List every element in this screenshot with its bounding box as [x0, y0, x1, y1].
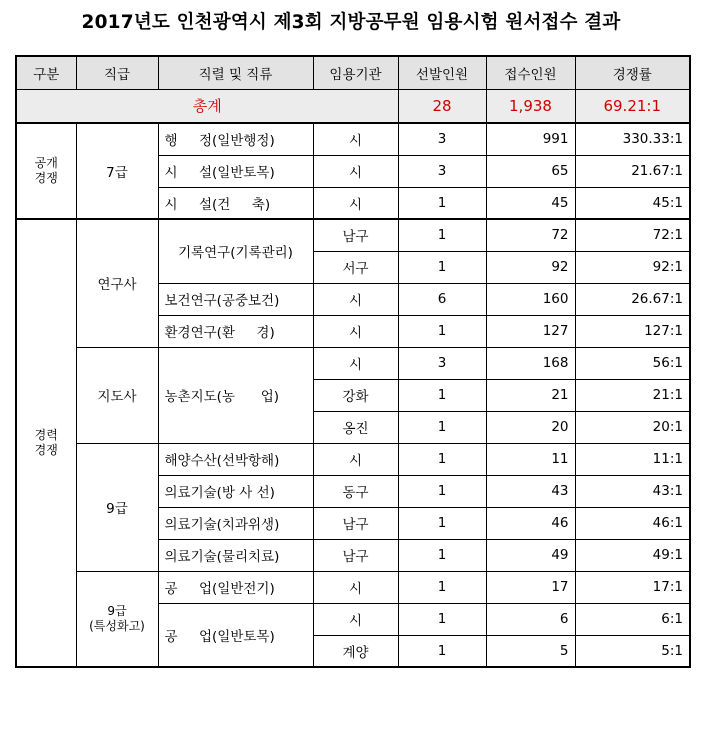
ratio-cell: 56:1	[575, 347, 690, 379]
table-row	[16, 443, 690, 475]
grade-9-special-line1: 9급	[107, 603, 127, 618]
grade-guidance: 지도사	[76, 347, 158, 443]
selected-cell: 1	[398, 603, 486, 635]
grade-9-special-line2: (특성화고)	[89, 618, 145, 633]
agency-cell: 계양	[313, 635, 398, 667]
applied-cell: 991	[486, 123, 575, 155]
selected-cell: 1	[398, 379, 486, 411]
selected-cell: 1	[398, 219, 486, 251]
agency-cell: 시	[313, 315, 398, 347]
applied-cell: 46	[486, 507, 575, 539]
ratio-cell: 92:1	[575, 251, 690, 283]
job-cell: 시 설(일반토목)	[158, 155, 313, 187]
grade-9-special	[76, 571, 158, 667]
agency-cell: 시	[313, 571, 398, 603]
selected-cell: 1	[398, 571, 486, 603]
ratio-cell: 45:1	[575, 187, 690, 219]
applied-cell: 160	[486, 283, 575, 315]
total-ratio: 69.21:1	[575, 89, 690, 123]
ratio-cell: 17:1	[575, 571, 690, 603]
ratio-cell: 72:1	[575, 219, 690, 251]
total-selected: 28	[398, 89, 486, 123]
agency-cell: 옹진	[313, 411, 398, 443]
job-cell: 환경연구(환 경)	[158, 315, 313, 347]
selected-cell: 3	[398, 347, 486, 379]
col-header-applied: 접수인원	[486, 56, 575, 89]
total-applied: 1,938	[486, 89, 575, 123]
group-career-line2: 경쟁	[34, 443, 58, 457]
job-cell: 기록연구(기록관리)	[158, 219, 313, 283]
agency-cell: 서구	[313, 251, 398, 283]
job-cell: 의료기술(치과위생)	[158, 507, 313, 539]
applied-cell: 43	[486, 475, 575, 507]
ratio-cell: 43:1	[575, 475, 690, 507]
ratio-cell: 21.67:1	[575, 155, 690, 187]
grade-7: 7급	[76, 123, 158, 219]
selected-cell: 3	[398, 123, 486, 155]
results-table	[15, 55, 691, 668]
applied-cell: 20	[486, 411, 575, 443]
agency-cell: 남구	[313, 507, 398, 539]
job-cell: 공 업(일반전기)	[158, 571, 313, 603]
applied-cell: 45	[486, 187, 575, 219]
col-header-selected: 선발인원	[398, 56, 486, 89]
agency-cell: 시	[313, 283, 398, 315]
group-open-line1: 공개	[34, 156, 58, 170]
selected-cell: 3	[398, 155, 486, 187]
ratio-cell: 5:1	[575, 635, 690, 667]
ratio-cell: 49:1	[575, 539, 690, 571]
table-row	[16, 571, 690, 603]
applied-cell: 168	[486, 347, 575, 379]
applied-cell: 65	[486, 155, 575, 187]
agency-cell: 강화	[313, 379, 398, 411]
page-title: 2017년도 인천광역시 제3회 지방공무원 임용시험 원서접수 결과	[81, 12, 621, 33]
job-cell: 해양수산(선박항해)	[158, 443, 313, 475]
selected-cell: 6	[398, 283, 486, 315]
job-cell: 농촌지도(농 업)	[158, 347, 313, 443]
ratio-cell: 46:1	[575, 507, 690, 539]
job-cell: 보건연구(공중보건)	[158, 283, 313, 315]
selected-cell: 1	[398, 187, 486, 219]
applied-cell: 21	[486, 379, 575, 411]
ratio-cell: 11:1	[575, 443, 690, 475]
selected-cell: 1	[398, 315, 486, 347]
ratio-cell: 127:1	[575, 315, 690, 347]
grade-9: 9급	[76, 443, 158, 571]
selected-cell: 1	[398, 475, 486, 507]
job-cell: 시 설(건 축)	[158, 187, 313, 219]
agency-cell: 시	[313, 443, 398, 475]
agency-cell: 시	[313, 187, 398, 219]
agency-cell: 시	[313, 155, 398, 187]
col-header-job: 직렬 및 직류	[158, 56, 313, 89]
ratio-cell: 21:1	[575, 379, 690, 411]
applied-cell: 49	[486, 539, 575, 571]
agency-cell: 시	[313, 603, 398, 635]
applied-cell: 11	[486, 443, 575, 475]
applied-cell: 5	[486, 635, 575, 667]
job-cell: 공 업(일반토목)	[158, 603, 313, 667]
job-cell: 의료기술(방 사 선)	[158, 475, 313, 507]
ratio-cell: 20:1	[575, 411, 690, 443]
table-row	[16, 347, 690, 379]
total-row	[16, 89, 690, 123]
col-header-category: 구분	[16, 56, 76, 89]
col-header-agency: 임용기관	[313, 56, 398, 89]
selected-cell: 1	[398, 539, 486, 571]
ratio-cell: 26.67:1	[575, 283, 690, 315]
selected-cell: 1	[398, 507, 486, 539]
job-cell: 의료기술(물리치료)	[158, 539, 313, 571]
group-open-line2: 경쟁	[34, 171, 58, 185]
applied-cell: 127	[486, 315, 575, 347]
ratio-cell: 6:1	[575, 603, 690, 635]
group-open-cell	[16, 123, 76, 219]
agency-cell: 동구	[313, 475, 398, 507]
table-row	[16, 123, 690, 155]
agency-cell: 시	[313, 123, 398, 155]
col-header-grade: 직급	[76, 56, 158, 89]
applied-cell: 72	[486, 219, 575, 251]
agency-cell: 남구	[313, 219, 398, 251]
header-row	[16, 56, 690, 89]
table-row	[16, 219, 690, 251]
selected-cell: 1	[398, 411, 486, 443]
applied-cell: 17	[486, 571, 575, 603]
group-career-cell	[16, 219, 76, 667]
job-cell: 행 정(일반행정)	[158, 123, 313, 155]
selected-cell: 1	[398, 443, 486, 475]
selected-cell: 1	[398, 635, 486, 667]
col-header-ratio: 경쟁률	[575, 56, 690, 89]
selected-cell: 1	[398, 251, 486, 283]
agency-cell: 시	[313, 347, 398, 379]
agency-cell: 남구	[313, 539, 398, 571]
group-career-line1: 경력	[34, 428, 58, 442]
total-label: 총계	[16, 89, 398, 123]
grade-researcher: 연구사	[76, 219, 158, 347]
applied-cell: 6	[486, 603, 575, 635]
applied-cell: 92	[486, 251, 575, 283]
ratio-cell: 330.33:1	[575, 123, 690, 155]
